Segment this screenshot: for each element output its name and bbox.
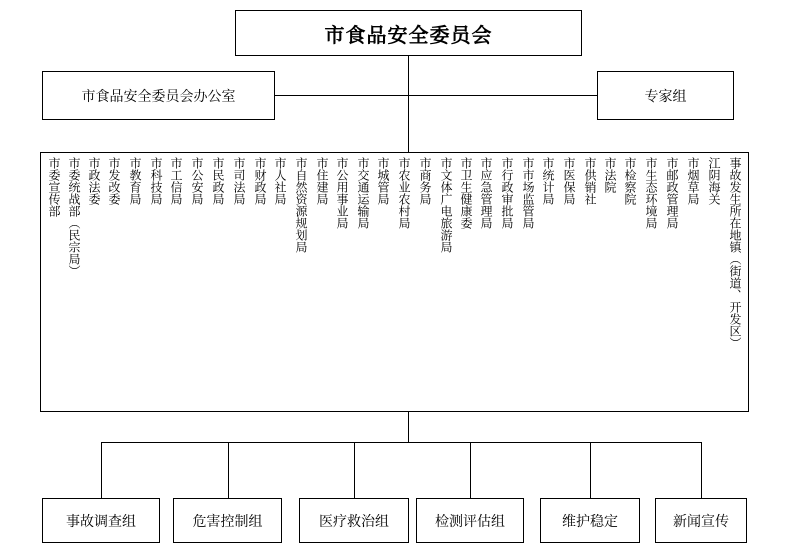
member-unit: 市民政局 [211, 157, 225, 205]
member-unit: 市政法委 [87, 157, 101, 205]
member-unit: 市工信局 [169, 157, 183, 205]
group-drop-line [101, 442, 102, 498]
group-drop-line [354, 442, 355, 498]
member-unit: 事故发生所在地镇（街道、开发区） [728, 157, 742, 349]
group-node [416, 498, 524, 543]
group-node [299, 498, 409, 543]
group-drop-line [228, 442, 229, 498]
member-unit: 市生态环境局 [644, 157, 658, 229]
member-unit: 市统计局 [541, 157, 555, 205]
member-unit: 市供销社 [583, 157, 597, 205]
group-drop-line [701, 442, 702, 498]
group-label: 维护稳定 [562, 513, 618, 530]
group-label: 新闻宣传 [673, 513, 729, 530]
member-unit: 市检察院 [623, 157, 637, 205]
experts-node [597, 71, 734, 120]
member-unit: 市委宣传部 [47, 157, 61, 217]
member-unit: 市科技局 [149, 157, 163, 205]
groups-bus-line [101, 442, 702, 443]
member-unit: 市医保局 [562, 157, 576, 205]
committee-title: 市食品安全委员会 [324, 22, 493, 47]
member-unit: 市烟草局 [686, 157, 700, 205]
member-unit: 市市场监管局 [521, 157, 535, 229]
group-node [42, 498, 160, 543]
member-unit: 市商务局 [418, 157, 432, 205]
committee-node [235, 10, 582, 56]
group-node [173, 498, 282, 543]
member-unit: 市卫生健康委 [459, 157, 473, 229]
group-label: 检测评估组 [435, 513, 505, 530]
member-unit: 市城管局 [376, 157, 390, 205]
office-node [42, 71, 275, 120]
group-label: 事故调查组 [66, 513, 136, 530]
member-unit: 市自然资源规划局 [294, 157, 308, 253]
experts-label: 专家组 [644, 88, 687, 105]
group-label: 危害控制组 [192, 513, 263, 530]
group-node [655, 498, 747, 543]
member-unit: 市文体广电旅游局 [439, 157, 453, 253]
member-unit: 市住建局 [315, 157, 329, 205]
member-unit: 市公安局 [190, 157, 204, 205]
trunk-line-top [408, 56, 409, 152]
trunk-line-bottom [408, 412, 409, 442]
member-unit: 市人社局 [273, 157, 287, 205]
office-label: 市食品安全委员会办公室 [81, 88, 236, 105]
group-node [540, 498, 640, 543]
member-unit: 市公用事业局 [335, 157, 349, 229]
member-unit: 市农业农村局 [397, 157, 411, 229]
group-drop-line [590, 442, 591, 498]
member-unit: 市发改委 [107, 157, 121, 205]
member-unit: 市应急管理局 [479, 157, 493, 229]
member-unit: 市委统战部（民宗局） [67, 157, 81, 277]
group-drop-line [470, 442, 471, 498]
member-unit: 市交通运输局 [356, 157, 370, 229]
branch-line-horizontal [275, 95, 597, 96]
member-unit: 市邮政管理局 [665, 157, 679, 229]
member-unit: 江阴海关 [707, 157, 721, 205]
member-unit: 市教育局 [128, 157, 142, 205]
group-label: 医疗救治组 [319, 513, 389, 530]
member-unit: 市法院 [603, 157, 617, 193]
member-unit: 市财政局 [253, 157, 267, 205]
member-unit: 市司法局 [232, 157, 246, 205]
member-unit: 市行政审批局 [500, 157, 514, 229]
